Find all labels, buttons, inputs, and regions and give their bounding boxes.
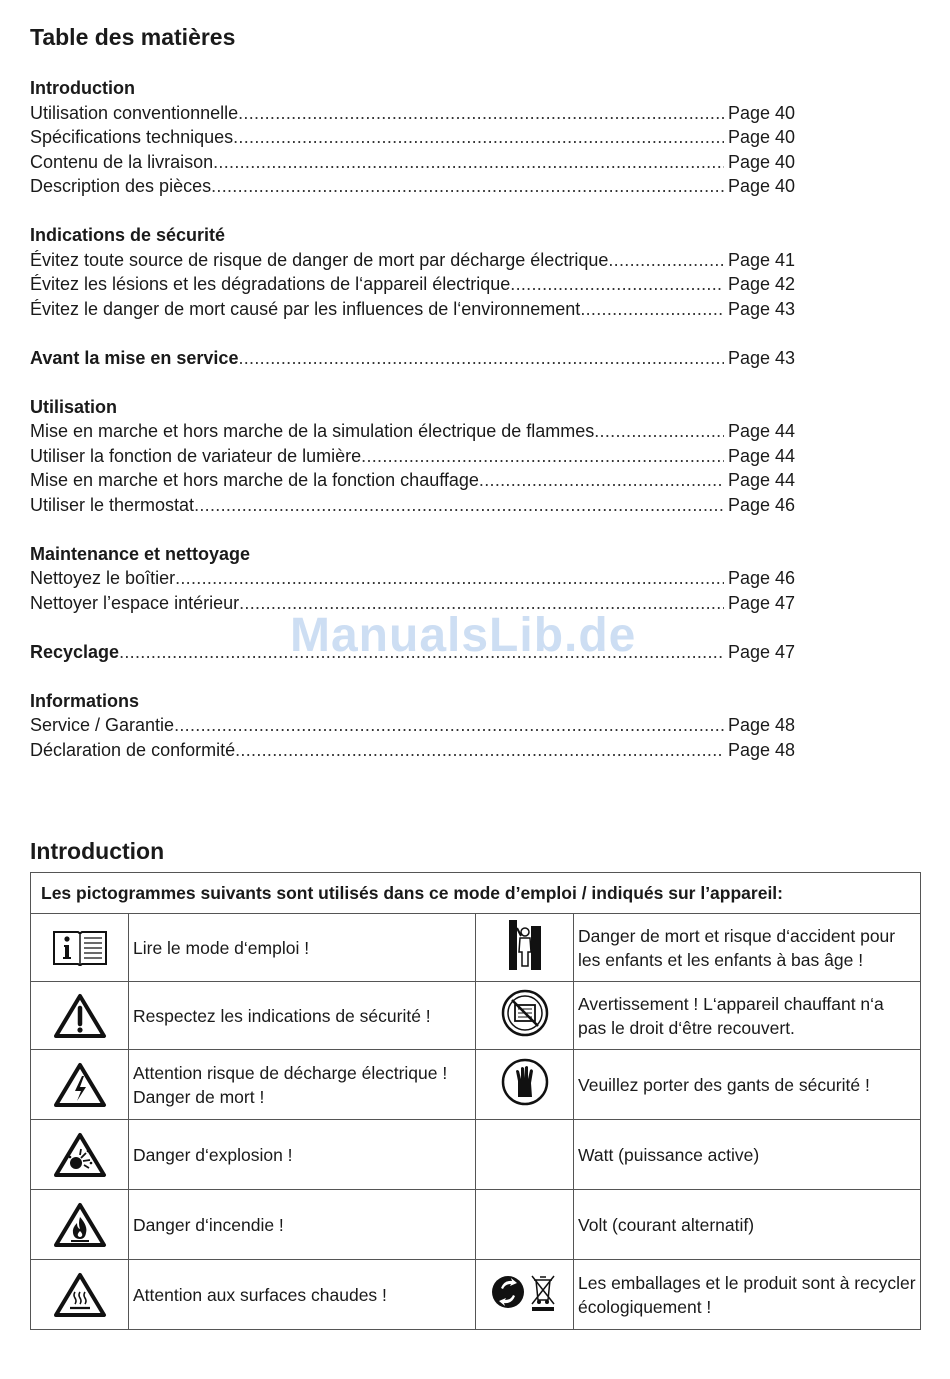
dot-leader — [175, 566, 724, 591]
pictogram-row — [31, 1050, 921, 1120]
dot-leader — [233, 125, 724, 150]
toc-entry[interactable] — [30, 591, 795, 616]
toc-entry-label: Utiliser le thermostat — [30, 494, 195, 515]
pictogram-description: Respectez les indications de sécurité ! — [129, 982, 476, 1050]
safety-gloves-icon — [476, 1050, 574, 1120]
pictogram-description: Danger d‘incendie ! — [129, 1190, 476, 1260]
dot-leader — [361, 444, 724, 469]
child-danger-icon — [476, 914, 574, 982]
toc-entry-page: Page 40 — [727, 127, 795, 147]
toc-entry-label: Évitez toute source de risque de danger de mort par décharge électrique — [30, 249, 609, 270]
pictogram-description: Danger d‘explosion ! — [129, 1120, 476, 1190]
toc-entry[interactable] — [30, 297, 795, 322]
watermark: ManualsLib.de — [290, 609, 637, 662]
toc-heading: Introduction — [30, 78, 135, 98]
toc-entry-page: Page 48 — [727, 715, 795, 735]
pictogram-description: Attention risque de décharge électrique ! Danger de mort ! — [129, 1050, 476, 1120]
pictogram-description: Avertissement ! L‘appareil chauffant n‘a pas le droit d‘être recouvert. — [574, 982, 921, 1050]
pictogram-row — [31, 1190, 921, 1260]
dot-leader — [119, 640, 724, 665]
toc-entry-label: Avant la mise en service — [30, 347, 239, 368]
toc-entry-label: Nettoyer l’espace intérieur — [30, 592, 240, 613]
toc-entry-label: Recyclage — [30, 641, 120, 662]
toc-entry-label: Évitez les lésions et les dégradations de l‘appareil électrique — [30, 274, 511, 294]
electric-shock-icon — [31, 1050, 129, 1120]
pictogram-table-header: Les pictogrammes suivants sont utilisés dans ce mode d’emploi / indiqués sur l’appareil: — [31, 873, 921, 914]
toc-entry[interactable] — [30, 738, 795, 763]
toc-entry-label: Mise en marche et hors marche de la fonction chauffage — [30, 470, 479, 490]
toc-section-safety — [30, 223, 795, 321]
pictogram-description: Attention aux surfaces chaudes ! — [129, 1260, 476, 1330]
dot-leader — [194, 493, 724, 518]
dot-leader — [174, 713, 724, 738]
toc-section-recycling — [30, 640, 795, 665]
toc-entry[interactable] — [30, 101, 795, 126]
toc-entry[interactable] — [30, 566, 795, 591]
toc-entry-label: Spécifications techniques — [30, 127, 234, 147]
fire-icon — [31, 1190, 129, 1260]
pictogram-description: Watt (puissance active) — [574, 1120, 921, 1190]
toc-entry[interactable] — [30, 272, 795, 297]
dot-leader — [211, 174, 724, 199]
toc-entry-label: Mise en marche et hors marche de la simulation électrique de flammes — [30, 421, 595, 441]
toc-section-introduction — [30, 76, 795, 199]
toc-entry-page: Page 44 — [727, 445, 795, 466]
pictogram-empty-cell — [476, 1190, 574, 1260]
pictogram-row — [31, 914, 921, 982]
dot-leader — [580, 297, 724, 322]
toc-heading: Informations — [30, 690, 140, 711]
toc-entry[interactable] — [30, 444, 795, 469]
pictogram-table — [30, 872, 921, 1330]
toc-entry[interactable] — [30, 248, 795, 273]
toc-title: Table des matières — [30, 24, 236, 50]
toc-section-information — [30, 689, 795, 763]
toc-entry-page: Page 40 — [727, 102, 795, 123]
toc-entry-label: Description des pièces — [30, 176, 212, 196]
toc-entry-page: Page 47 — [727, 592, 795, 613]
toc-entry-page: Page 48 — [727, 739, 795, 760]
pictogram-row — [31, 982, 921, 1050]
pictogram-description: Veuillez porter des gants de sécurité ! — [574, 1050, 921, 1120]
recycling-weee-icon — [476, 1260, 574, 1330]
dot-leader — [235, 738, 724, 763]
warning-icon — [31, 982, 129, 1050]
toc-section-maintenance — [30, 542, 795, 616]
toc-entry-label: Service / Garantie — [30, 715, 175, 735]
toc-entry-label: Déclaration de conformité — [30, 739, 236, 760]
toc-section-before-use — [30, 346, 795, 371]
toc-entry-page: Page 42 — [727, 274, 795, 294]
pictogram-empty-cell — [476, 1120, 574, 1190]
toc-entry-label: Nettoyez le boîtier — [30, 568, 176, 588]
toc-entry-page: Page 41 — [727, 249, 795, 270]
intro-title: Introduction — [30, 838, 165, 864]
toc-entry[interactable] — [30, 419, 795, 444]
explosion-icon — [31, 1120, 129, 1190]
pictogram-description: Les emballages et le produit sont à recycler écologiquement ! — [574, 1260, 921, 1330]
dot-leader — [238, 346, 723, 371]
toc-entry-label: Utiliser la fonction de variateur de lumière — [30, 445, 362, 466]
toc-entry-page: Page 46 — [727, 568, 795, 588]
toc-heading: Utilisation — [30, 396, 118, 417]
toc-entry[interactable] — [30, 174, 795, 199]
toc-entry-label: Évitez le danger de mort causé par les influences de l‘environnement — [30, 298, 581, 319]
toc-entry-page: Page 40 — [727, 151, 795, 172]
dot-leader — [238, 101, 724, 126]
table-of-contents — [30, 76, 795, 787]
toc-entry[interactable] — [30, 346, 795, 371]
do-not-cover-icon — [476, 982, 574, 1050]
pictogram-table-header-row — [31, 873, 921, 914]
dot-leader — [608, 248, 724, 273]
toc-entry[interactable] — [30, 150, 795, 175]
dot-leader — [510, 272, 724, 297]
toc-entry-page: Page 43 — [727, 298, 795, 319]
toc-heading: Indications de sécurité — [30, 225, 226, 245]
dot-leader — [239, 591, 724, 616]
toc-entry[interactable] — [30, 640, 795, 665]
toc-section-usage — [30, 395, 795, 518]
toc-entry-page: Page 44 — [727, 470, 795, 490]
toc-entry-page: Page 46 — [727, 494, 795, 515]
toc-entry-page: Page 44 — [727, 421, 795, 441]
dot-leader — [479, 468, 724, 493]
dot-leader — [594, 419, 724, 444]
pictogram-description: Lire le mode d‘emploi ! — [129, 914, 476, 982]
toc-entry-page: Page 43 — [727, 347, 795, 368]
pictogram-row — [31, 1120, 921, 1190]
toc-entry-label: Utilisation conventionnelle — [30, 102, 239, 123]
pictogram-row — [31, 1260, 921, 1330]
pictogram-description: Danger de mort et risque d‘accident pour les enfants et les enfants à bas âge ! — [574, 914, 921, 982]
dot-leader — [213, 150, 724, 175]
pictogram-description: Volt (courant alternatif) — [574, 1190, 921, 1260]
toc-entry-page: Page 47 — [727, 641, 795, 662]
manual-book-icon — [31, 914, 129, 982]
toc-entry[interactable] — [30, 713, 795, 738]
toc-entry-page: Page 40 — [727, 176, 795, 196]
toc-entry[interactable] — [30, 125, 795, 150]
toc-entry[interactable] — [30, 468, 795, 493]
toc-entry[interactable] — [30, 493, 795, 518]
hot-surface-icon — [31, 1260, 129, 1330]
toc-entry-label: Contenu de la livraison — [30, 151, 214, 172]
toc-heading: Maintenance et nettoyage — [30, 543, 251, 564]
